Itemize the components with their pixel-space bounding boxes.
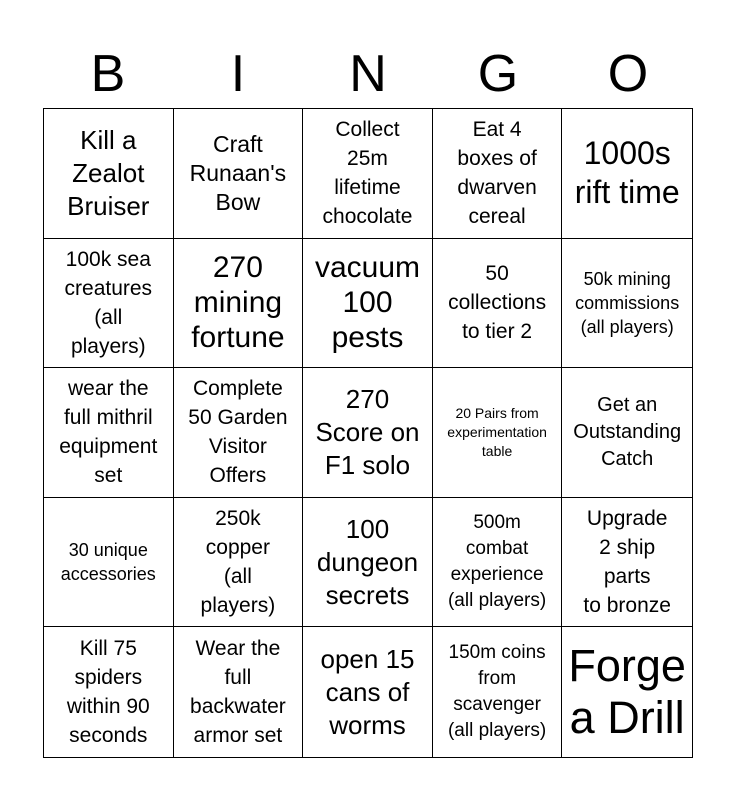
cell-label: 500m combat experience (all players): [447, 512, 547, 612]
bingo-cell[interactable]: [44, 239, 174, 369]
header-letter-o: O: [607, 45, 649, 103]
bingo-cell[interactable]: [303, 109, 433, 239]
cell-label: 100k sea creatures (all players): [64, 247, 153, 358]
cell-label: Get an Outstanding Catch: [573, 393, 682, 470]
bingo-cell[interactable]: [174, 239, 304, 369]
header-letter-i: I: [230, 45, 246, 103]
bingo-board: [43, 108, 693, 758]
bingo-cell[interactable]: [303, 368, 433, 498]
cell-label: 30 unique accessories: [60, 540, 156, 585]
cell-label: Complete 50 Garden Visitor Offers: [188, 377, 288, 488]
cell-label: Kill 75 spiders within 90 seconds: [66, 637, 150, 748]
bingo-cell[interactable]: [44, 498, 174, 628]
bingo-cell[interactable]: [44, 368, 174, 498]
bingo-cell[interactable]: [174, 498, 304, 628]
bingo-cell[interactable]: [174, 109, 304, 239]
bingo-cell[interactable]: [44, 627, 174, 757]
cell-label: 150m coins from scavenger (all players): [447, 642, 547, 742]
cell-label: open 15 cans of worms: [320, 643, 415, 740]
bingo-cell[interactable]: [303, 627, 433, 757]
cell-label: 20 Pairs from experimentation table: [447, 404, 547, 459]
header-letter-n: N: [349, 45, 387, 103]
cell-label: 100 dungeon secrets: [316, 513, 419, 610]
bingo-header: [43, 40, 693, 108]
cell-label: 1000s rift time: [574, 135, 680, 211]
bingo-cell[interactable]: [303, 239, 433, 369]
cell-label: wear the full mithril equipment set: [59, 377, 158, 488]
bingo-cell[interactable]: [433, 498, 563, 628]
cell-label: Kill a Zealot Bruiser: [67, 124, 150, 221]
cell-label: vacuum 100 pests: [314, 251, 421, 355]
bingo-cell[interactable]: [174, 627, 304, 757]
cell-label: Wear the full backwater armor set: [190, 637, 286, 748]
bingo-cell[interactable]: [433, 109, 563, 239]
bingo-cell[interactable]: [303, 498, 433, 628]
header-letter-b: B: [90, 45, 126, 103]
cell-label: Craft Runaan's Bow: [189, 130, 287, 215]
cell-label: 270 mining fortune: [191, 251, 285, 355]
bingo-cell[interactable]: [562, 368, 692, 498]
bingo-cell[interactable]: [433, 368, 563, 498]
cell-label: 50k mining commissions (all players): [575, 268, 680, 337]
bingo-cell[interactable]: [562, 627, 692, 757]
bingo-cell[interactable]: [562, 498, 692, 628]
bingo-cell[interactable]: [44, 109, 174, 239]
cell-label: 270 Score on F1 solo: [315, 383, 420, 480]
cell-label: Eat 4 boxes of dwarven cereal: [457, 118, 537, 229]
bingo-cell[interactable]: [433, 239, 563, 369]
cell-label: 50 collections to tier 2: [448, 262, 547, 344]
header-letter-g: G: [477, 45, 519, 103]
bingo-cell[interactable]: [174, 368, 304, 498]
bingo-cell[interactable]: [562, 239, 692, 369]
bingo-cell[interactable]: [433, 627, 563, 757]
cell-label: Forge a Drill: [568, 640, 686, 744]
cell-label: Upgrade 2 ship parts to bronze: [583, 507, 671, 618]
bingo-cell[interactable]: [562, 109, 692, 239]
cell-label: Collect 25m lifetime chocolate: [322, 118, 413, 229]
cell-label: 250k copper (all players): [200, 507, 276, 618]
